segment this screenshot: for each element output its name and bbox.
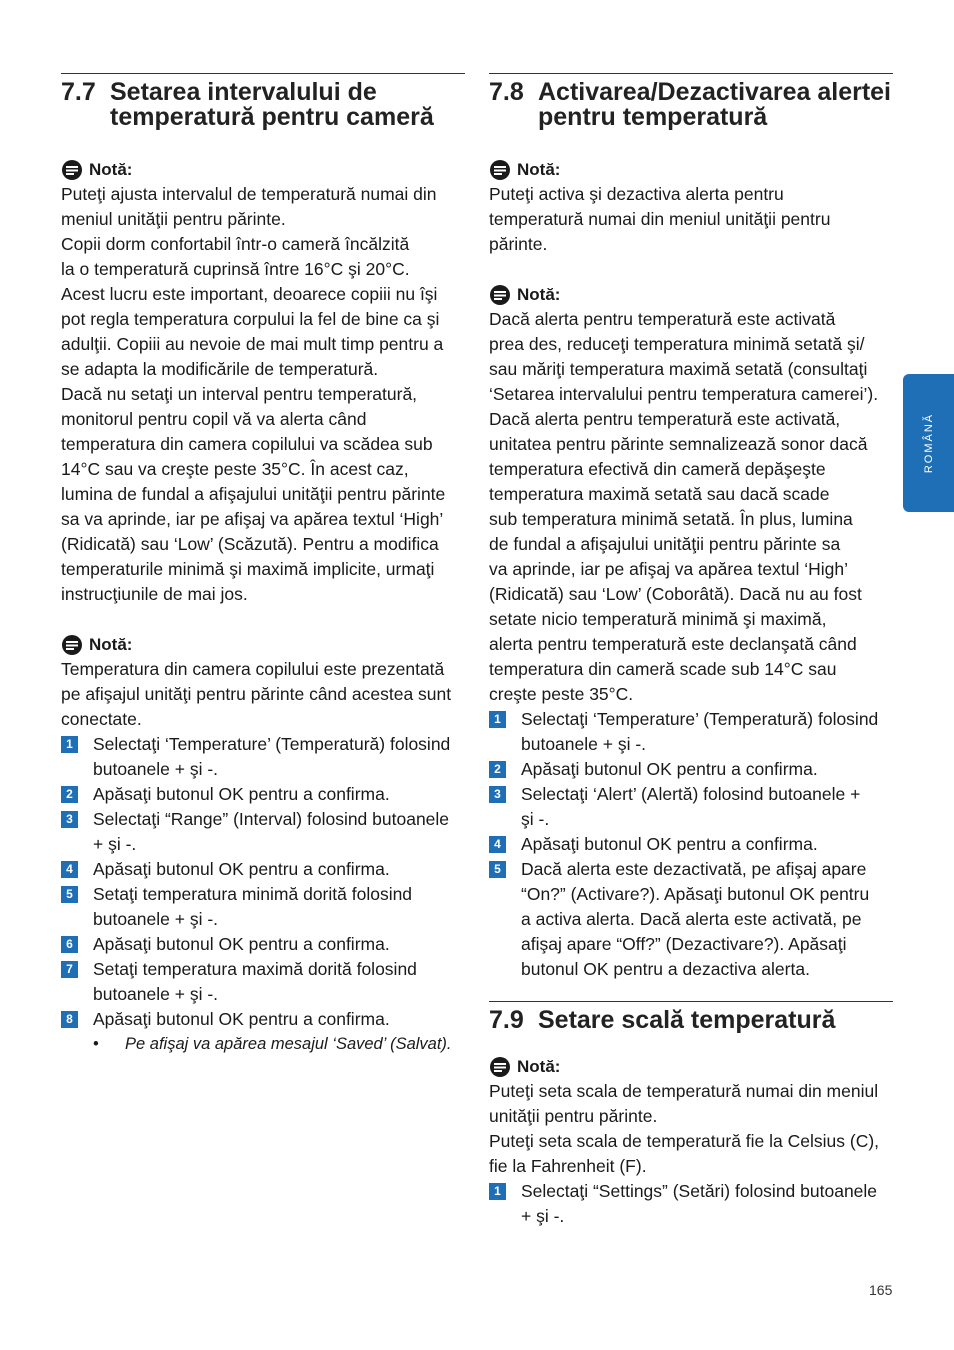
note-label: Notă: xyxy=(517,160,561,179)
text-line: se adapta la modificările de temperatură. xyxy=(61,359,379,379)
text-line: Puteţi seta scala de temperatură numai din meniul xyxy=(489,1081,879,1101)
text-line: setate nicio temperatură minimă şi maximă, xyxy=(489,609,827,629)
list-item xyxy=(61,782,465,807)
text-line: Selectaţi “Settings” (Setări) folosind butoanele xyxy=(521,1181,878,1201)
section-number: 7.8 xyxy=(489,78,524,106)
text-line: Puteţi activa şi dezactiva alerta pentru xyxy=(489,184,784,204)
left-column xyxy=(61,73,465,1057)
step-number-badge: 3 xyxy=(489,786,506,803)
right-column xyxy=(489,73,893,1229)
text-line: Dacă alerta este dezactivată, pe afişaj apare xyxy=(521,859,867,879)
step-number-badge: 8 xyxy=(61,1011,78,1028)
note-heading xyxy=(61,159,465,181)
note-body xyxy=(489,182,893,257)
section-heading-7-7 xyxy=(61,80,465,130)
step-list xyxy=(489,1179,893,1229)
section-title: Setare scală temperatură xyxy=(538,1006,836,1034)
step-number-badge: 2 xyxy=(489,761,506,778)
text-line: Puteţi ajusta intervalul de temperatură numai din xyxy=(61,184,437,204)
text-line: butonul OK pentru a dezactiva alerta. xyxy=(521,959,810,979)
note-heading xyxy=(489,159,893,181)
text-line: (Ridicată) sau ‘Low’ (Coborâtă). Dacă nu au fost xyxy=(489,584,862,604)
step-number-badge: 4 xyxy=(61,861,78,878)
text-line: temperatura maximă setată sau dacă scade xyxy=(489,484,830,504)
section-number: 7.7 xyxy=(61,78,96,106)
list-item xyxy=(489,782,893,832)
text-line: conectate. xyxy=(61,709,142,729)
note-label: Notă: xyxy=(89,635,133,654)
text-line: temperatură numai din meniul unităţii pentru xyxy=(489,209,831,229)
text-line: a activa alerta. Dacă alerta este activată, pe xyxy=(521,909,862,929)
text-line: butoanele + şi -. xyxy=(93,984,219,1004)
text-line: butoanele + şi -. xyxy=(93,759,219,779)
step-text xyxy=(521,707,893,757)
section-title: Activarea/Dezactivarea alertei pentru temperatură xyxy=(538,78,892,131)
text-line: Selectaţi ‘Temperature’ (Temperatură) folosind xyxy=(521,709,879,729)
language-label: ROMÂNĂ xyxy=(922,412,935,474)
text-line: Apăsaţi butonul OK pentru a confirma. xyxy=(93,934,390,954)
list-item xyxy=(489,707,893,757)
text-line: Dacă alerta pentru temperatură este activată xyxy=(489,309,836,329)
text-line: Selectaţi ‘Temperature’ (Temperatură) folosind xyxy=(93,734,451,754)
list-item xyxy=(61,1007,465,1032)
text-line: Temperatura din camera copilului este prezentată xyxy=(61,659,445,679)
step-number-badge: 4 xyxy=(489,836,506,853)
text-line: instrucţiunile de mai jos. xyxy=(61,584,248,604)
step-number-badge: 5 xyxy=(489,861,506,878)
step-number-badge: 7 xyxy=(61,961,78,978)
text-line: prea des, reduceţi temperatura minimă setată şi/ xyxy=(489,334,865,354)
note-body xyxy=(489,1079,893,1179)
list-item xyxy=(61,807,465,857)
section-rule xyxy=(489,73,893,74)
list-item xyxy=(489,1179,893,1229)
text-line: pot regla temperatura corpului la fel de bine ca şi xyxy=(61,309,440,329)
step-text xyxy=(93,932,465,957)
note-label: Notă: xyxy=(89,160,133,179)
section-number: 7.9 xyxy=(489,1006,524,1034)
section-heading-7-8 xyxy=(489,80,893,130)
text-line: creşte peste 35°C. xyxy=(489,684,634,704)
text-line: monitorul pentru copil vă va alerta când xyxy=(61,409,367,429)
list-item xyxy=(61,882,465,932)
note-heading xyxy=(489,1056,893,1078)
list-item xyxy=(61,732,465,782)
text-line: temperatura din cameră scade sub 14°C sau xyxy=(489,659,837,679)
step-number-badge: 6 xyxy=(61,936,78,953)
note-body xyxy=(61,657,465,732)
text-line: Setaţi temperatura maximă dorită folosind xyxy=(93,959,417,979)
text-line: “On?” (Activare?). Apăsaţi butonul OK pentru xyxy=(521,884,870,904)
text-line: Puteţi seta scala de temperatură fie la Celsius (C), xyxy=(489,1131,880,1151)
text-line: Apăsaţi butonul OK pentru a confirma. xyxy=(93,1009,390,1029)
list-item xyxy=(489,757,893,782)
section-rule xyxy=(489,1001,893,1002)
text-line: Apăsaţi butonul OK pentru a confirma. xyxy=(93,859,390,879)
step-text xyxy=(93,957,465,1007)
text-line: afişaj apare “Off?” (Dezactivare?). Apăsaţi xyxy=(521,934,847,954)
text-line: Apăsaţi butonul OK pentru a confirma. xyxy=(521,834,818,854)
step-list xyxy=(61,732,465,1032)
step-text xyxy=(93,882,465,932)
note-body xyxy=(61,182,465,607)
note-label: Notă: xyxy=(517,1057,561,1076)
bullet-symbol: • xyxy=(93,1035,99,1053)
text-line: Apăsaţi butonul OK pentru a confirma. xyxy=(93,784,390,804)
text-line: alerta pentru temperatură este declanşată când xyxy=(489,634,857,654)
text-line: unităţii pentru părinte. xyxy=(489,1106,658,1126)
step-number-badge: 1 xyxy=(489,1183,506,1200)
step-text xyxy=(93,782,465,807)
step-text xyxy=(521,1179,893,1229)
text-line: Dacă alerta pentru temperatură este activată, xyxy=(489,409,841,429)
text-line: + şi -. xyxy=(521,1206,565,1226)
list-item xyxy=(61,932,465,957)
note-icon xyxy=(61,634,83,656)
text-line: butoanele + şi -. xyxy=(93,909,219,929)
step-number-badge: 5 xyxy=(61,886,78,903)
text-line: fie la Fahrenheit (F). xyxy=(489,1156,647,1176)
step-text xyxy=(521,857,893,982)
page-number: 165 xyxy=(869,1282,893,1298)
text-line: 14°C sau va creşte peste 35°C. În acest caz, xyxy=(61,459,409,479)
step-number-badge: 1 xyxy=(489,711,506,728)
step-text xyxy=(93,857,465,882)
text-line: sa va aprinde, iar pe afişaj va apărea textul ‘High’ xyxy=(61,509,444,529)
list-item xyxy=(489,857,893,982)
step-text xyxy=(521,757,893,782)
text-line: Copii dorm confortabil într-o cameră încălzită xyxy=(61,234,410,254)
text-line: + şi -. xyxy=(93,834,137,854)
note-icon xyxy=(489,284,511,306)
list-item xyxy=(61,957,465,1007)
step-text xyxy=(93,1007,465,1032)
note-icon xyxy=(489,1056,511,1078)
step-number-badge: 3 xyxy=(61,811,78,828)
text-line: sub temperatura minimă setată. În plus, lumina xyxy=(489,509,853,529)
text-line: pe afişajul unităţi pentru părinte când acestea sunt xyxy=(61,684,452,704)
text-line: lumina de fundal a afişajului unităţii pentru părinte xyxy=(61,484,446,504)
note-icon xyxy=(61,159,83,181)
text-line: butoanele + şi -. xyxy=(521,734,647,754)
text-line: Selectaţi “Range” (Interval) folosind butoanele xyxy=(93,809,450,829)
text-line: temperatura efectivă din cameră depăşeşte xyxy=(489,459,826,479)
text-line: sau măriţi temperatura maximă setată (consultaţi xyxy=(489,359,868,379)
step-text xyxy=(521,832,893,857)
step-text xyxy=(93,807,465,857)
text-line: Acest lucru este important, deoarece copiii nu îşi xyxy=(61,284,438,304)
list-item xyxy=(61,857,465,882)
text-line: Apăsaţi butonul OK pentru a confirma. xyxy=(521,759,818,779)
note-heading xyxy=(61,634,465,656)
note-body xyxy=(489,307,893,707)
text-line: şi -. xyxy=(521,809,550,829)
section-title: Setarea intervalului de temperatură pentru cameră xyxy=(110,78,434,131)
text-line: Selectaţi ‘Alert’ (Alertă) folosind butoanele + xyxy=(521,784,861,804)
text-line: adulţii. Copiii au nevoie de mai mult timp pentru a xyxy=(61,334,444,354)
step-text xyxy=(521,782,893,832)
text-line: Dacă nu setaţi un interval pentru temperatură, xyxy=(61,384,418,404)
step-number-badge: 1 xyxy=(61,736,78,753)
note-heading xyxy=(489,284,893,306)
step-number-badge: 2 xyxy=(61,786,78,803)
note-icon xyxy=(489,159,511,181)
step-text xyxy=(93,732,465,782)
text-line: (Ridicată) sau ‘Low’ (Scăzută). Pentru a modifica xyxy=(61,534,439,554)
text-line: părinte. xyxy=(489,234,548,254)
section-rule xyxy=(61,73,465,74)
section-heading-7-9 xyxy=(489,1008,893,1033)
note-label: Notă: xyxy=(517,285,561,304)
language-side-tab xyxy=(903,374,954,512)
result-bullet xyxy=(93,1032,465,1057)
text-line: temperatura din camera copilului va scădea sub xyxy=(61,434,433,454)
text-line: meniul unităţii pentru părinte. xyxy=(61,209,286,229)
text-line: temperaturile minimă şi maximă implicite, urmaţi xyxy=(61,559,435,579)
text-line: de fundal a afişajului unităţii pentru părinte sa xyxy=(489,534,841,554)
bullet-text: Pe afişaj va apărea mesajul ‘Saved’ (Salvat). xyxy=(125,1035,452,1053)
text-line: Setaţi temperatura minimă dorită folosind xyxy=(93,884,413,904)
text-line: va aprinde, iar pe afişaj va apărea textul ‘High’ xyxy=(489,559,848,579)
text-line: ‘Setarea intervalului pentru temperatura camerei’). xyxy=(489,384,879,404)
step-list xyxy=(489,707,893,982)
text-line: unitatea pentru părinte semnalizează sonor dacă xyxy=(489,434,868,454)
list-item xyxy=(489,832,893,857)
text-line: la o temperatură cuprinsă între 16°C şi 20°C. xyxy=(61,259,410,279)
